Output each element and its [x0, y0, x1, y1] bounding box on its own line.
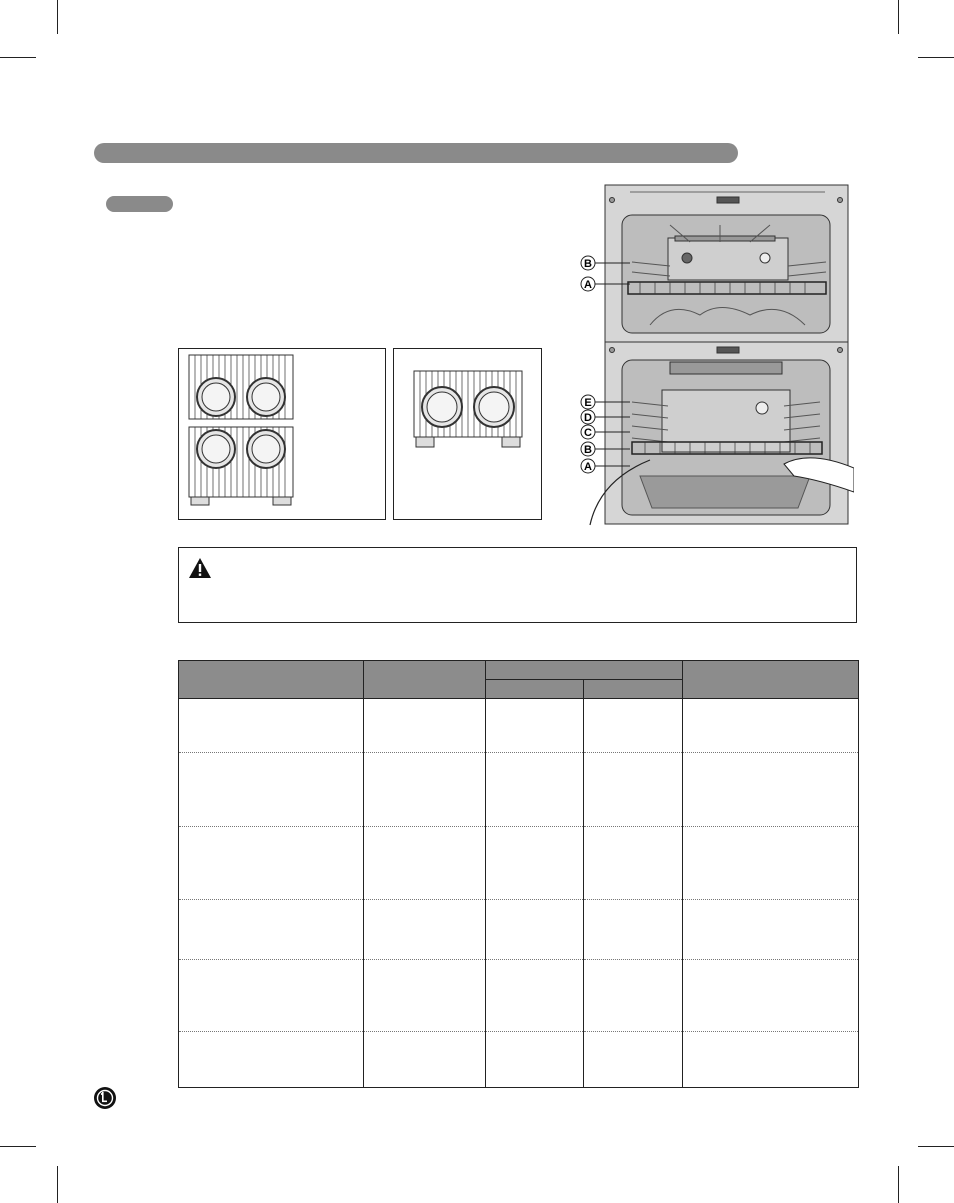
col-header-sub-2 [584, 680, 683, 699]
table-cell [179, 960, 364, 1032]
crop-mark [898, 1166, 899, 1203]
table-row [179, 699, 859, 753]
table-cell [584, 753, 683, 827]
table-cell [683, 1032, 859, 1088]
table-cell [584, 827, 683, 900]
one-rack-diagram [393, 348, 542, 520]
table-cell [179, 753, 364, 827]
upper-label-b [581, 256, 630, 270]
table-row [179, 827, 859, 900]
rack-label: A [584, 461, 592, 473]
table-row [179, 1032, 859, 1088]
table-cell [364, 1032, 486, 1088]
col-header-food [179, 661, 364, 699]
table-cell [179, 1032, 364, 1088]
oven-rack-labels [570, 180, 640, 480]
two-rack-illustration [179, 349, 385, 519]
table-cell [364, 960, 486, 1032]
rack-label: B [584, 444, 592, 456]
two-rack-diagram [178, 348, 386, 520]
col-header-rack-group [486, 661, 683, 680]
rack-label: E [584, 397, 592, 409]
subsection-tag [106, 196, 173, 212]
upper-label-a [581, 277, 630, 291]
crop-mark [0, 57, 36, 58]
table-cell [584, 1032, 683, 1088]
table-cell [486, 827, 584, 900]
table-cell [179, 827, 364, 900]
table-row [179, 753, 859, 827]
table-cell [683, 753, 859, 827]
one-rack-illustration [394, 349, 541, 519]
table-row [179, 900, 859, 960]
table-cell [584, 960, 683, 1032]
table-cell [179, 699, 364, 753]
rack-label: C [584, 427, 592, 439]
crop-mark [57, 1166, 58, 1203]
crop-mark [0, 1146, 36, 1147]
crop-mark [918, 57, 954, 58]
rack-label: B [584, 258, 592, 270]
table-cell [486, 1032, 584, 1088]
table-cell [486, 900, 584, 960]
table-cell [584, 699, 683, 753]
section-header-bar [94, 143, 738, 163]
table-cell [683, 960, 859, 1032]
table-row [179, 960, 859, 1032]
table-cell [364, 827, 486, 900]
table-cell [683, 900, 859, 960]
crop-mark [57, 0, 58, 34]
lower-label-e [581, 395, 630, 409]
lower-label-b [581, 442, 630, 456]
table-cell [486, 960, 584, 1032]
lower-label-a [581, 459, 630, 473]
table-cell [584, 900, 683, 960]
rack-label: D [584, 412, 592, 424]
table-cell [683, 699, 859, 753]
crop-mark [918, 1146, 954, 1147]
table-cell [364, 699, 486, 753]
warning-icon [188, 557, 212, 579]
col-header-notes [683, 661, 859, 699]
col-header-pan [364, 661, 486, 699]
table-cell [179, 900, 364, 960]
caution-box [178, 547, 857, 623]
lower-label-c [581, 425, 630, 439]
baking-table [178, 660, 859, 1088]
table-cell [486, 699, 584, 753]
table-cell [364, 753, 486, 827]
table-cell [683, 827, 859, 900]
table-cell [364, 900, 486, 960]
rack-label: A [584, 279, 592, 291]
table-cell [486, 753, 584, 827]
col-header-sub-1 [486, 680, 584, 699]
crop-mark [898, 0, 899, 34]
lower-label-d [581, 410, 630, 424]
lg-logo-icon [93, 1086, 117, 1110]
